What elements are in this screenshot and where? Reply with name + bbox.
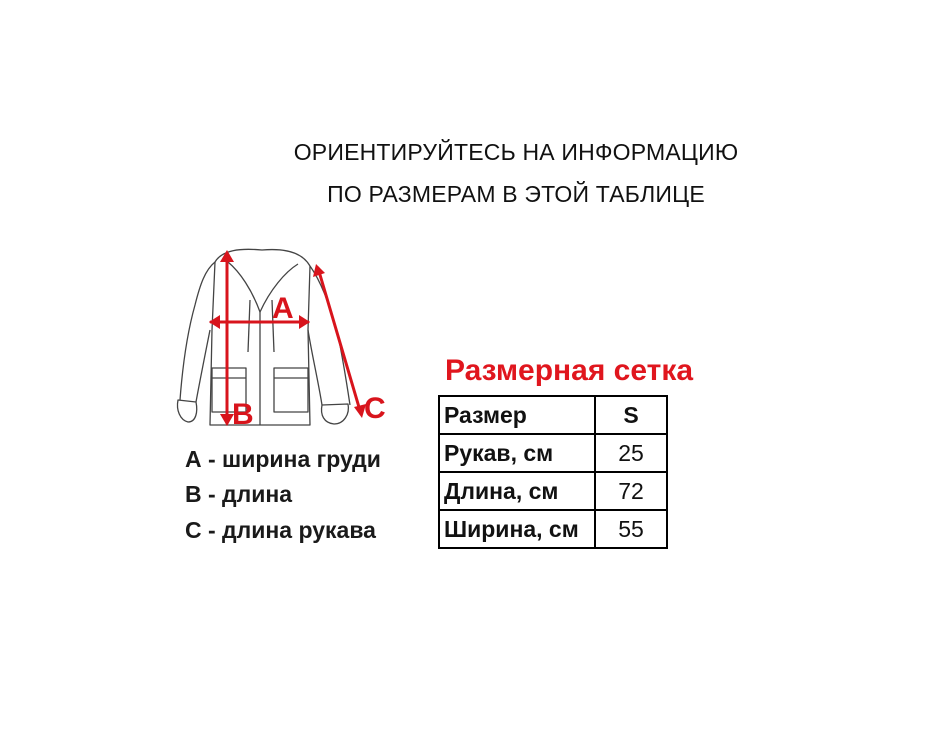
jacket-outline-icon (177, 249, 350, 425)
table-row (439, 472, 667, 510)
row-value-sleeve: 25 (595, 434, 667, 472)
legend-sleeve-length: С - длина рукава (185, 517, 376, 543)
arrow-b-top-head (220, 250, 234, 262)
arrow-c-line (318, 268, 361, 414)
row-label-width: Ширина, см (439, 510, 595, 548)
row-value-length: 72 (595, 472, 667, 510)
row-value-width: 55 (595, 510, 667, 548)
header-size-cell: S (595, 396, 667, 434)
legend-chest-width: А - ширина груди (185, 446, 381, 472)
table-header-row (439, 396, 667, 434)
header-label-cell: Размер (439, 396, 595, 434)
row-label-sleeve: Рукав, см (439, 434, 595, 472)
row-label-length: Длина, см (439, 472, 595, 510)
heading-line-1: ОРИЕНТИРУЙТЕСЬ НА ИНФОРМАЦИЮ (293, 139, 739, 165)
heading-line-2: ПО РАЗМЕРАМ В ЭТОЙ ТАБЛИЦЕ (327, 181, 705, 207)
diagram-label-a: A (272, 292, 294, 325)
table-row (439, 510, 667, 548)
table-row (439, 434, 667, 472)
diagram-label-b: B (232, 398, 254, 431)
size-chart-title: Размерная сетка (445, 354, 694, 387)
jacket-measurement-diagram (170, 238, 400, 438)
legend-length: В - длина (185, 481, 293, 507)
arrow-a-left-head (209, 315, 220, 329)
diagram-label-c: C (364, 392, 386, 425)
size-chart-table (438, 395, 668, 549)
